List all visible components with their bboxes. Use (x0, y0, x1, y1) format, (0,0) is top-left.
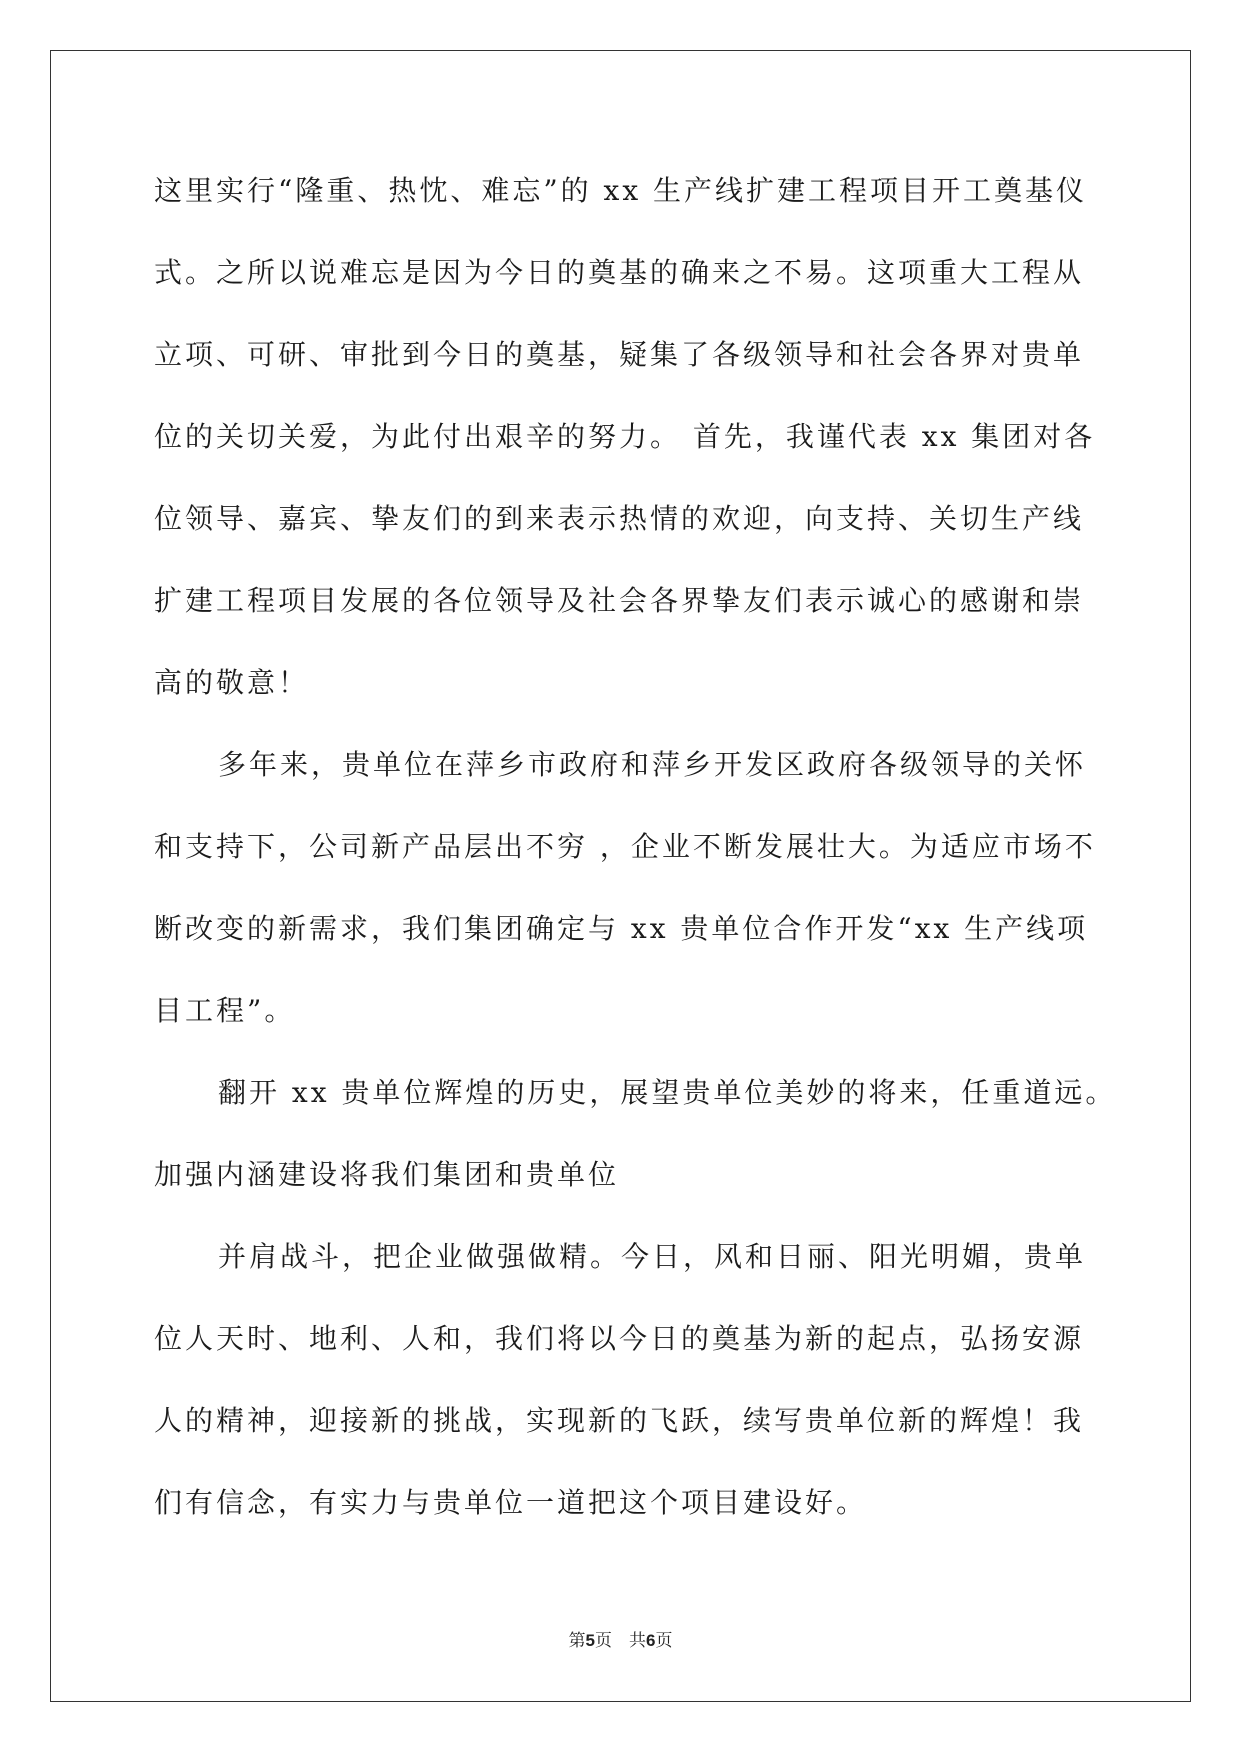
text-line: 式。之所以说难忘是因为今日的奠基的确来之不易。这项重大工程从 (154, 256, 1085, 289)
text-line: 位人天时、地利、人和，我们将以今日的奠基为新的起点，弘扬安源 (154, 1322, 1085, 1355)
footer-prefix: 第 (568, 1631, 586, 1651)
total-pages-number: 6 (646, 1631, 656, 1650)
current-page-number: 5 (585, 1631, 595, 1650)
text-line: 断改变的新需求，我们集团确定与 xx 贵单位合作开发“xx 生产线项 (154, 912, 1089, 945)
text-line: 这里实行“隆重、热忱、难忘”的 xx 生产线扩建工程项目开工奠基仪 (154, 174, 1088, 207)
text-line: 加强内涵建设将我们集团和贵单位 (154, 1158, 620, 1191)
text-line: 位的关切关爱，为此付出艰辛的努力。 首先，我谨代表 xx 集团对各 (154, 420, 1096, 453)
text-line: 位领导、嘉宾、挚友们的到来表示热情的欢迎，向支持、关切生产线 (154, 502, 1085, 535)
text-line: 翻开 xx 贵单位辉煌的历史，展望贵单位美妙的将来，任重道远。 (218, 1076, 1117, 1109)
text-line: 目工程”。 (154, 994, 296, 1027)
text-line: 人的精神，迎接新的挑战，实现新的飞跃，续写贵单位新的辉煌！我 (154, 1404, 1085, 1437)
footer-middle: 页 共 (595, 1631, 646, 1651)
document-body (154, 150, 1117, 1544)
text-line: 和支持下，公司新产品层出不穷 ，企业不断发展壮大。为适应市场不 (154, 830, 1096, 863)
footer-suffix: 页 (655, 1631, 673, 1651)
text-line: 扩建工程项目发展的各位领导及社会各界挚友们表示诚心的感谢和崇 (154, 584, 1085, 617)
text-line: 高的敬意！ (154, 666, 310, 699)
text-line: 并肩战斗，把企业做强做精。今日，风和日丽、阳光明媚，贵单 (218, 1240, 1087, 1273)
text-line: 多年来，贵单位在萍乡市政府和萍乡开发区政府各级领导的关怀 (218, 748, 1087, 781)
text-line: 们有信念，有实力与贵单位一道把这个项目建设好。 (154, 1486, 868, 1519)
text-line: 立项、可研、审批到今日的奠基，疑集了各级领导和社会各界对贵单 (154, 338, 1085, 371)
page-footer (0, 1626, 1241, 1651)
